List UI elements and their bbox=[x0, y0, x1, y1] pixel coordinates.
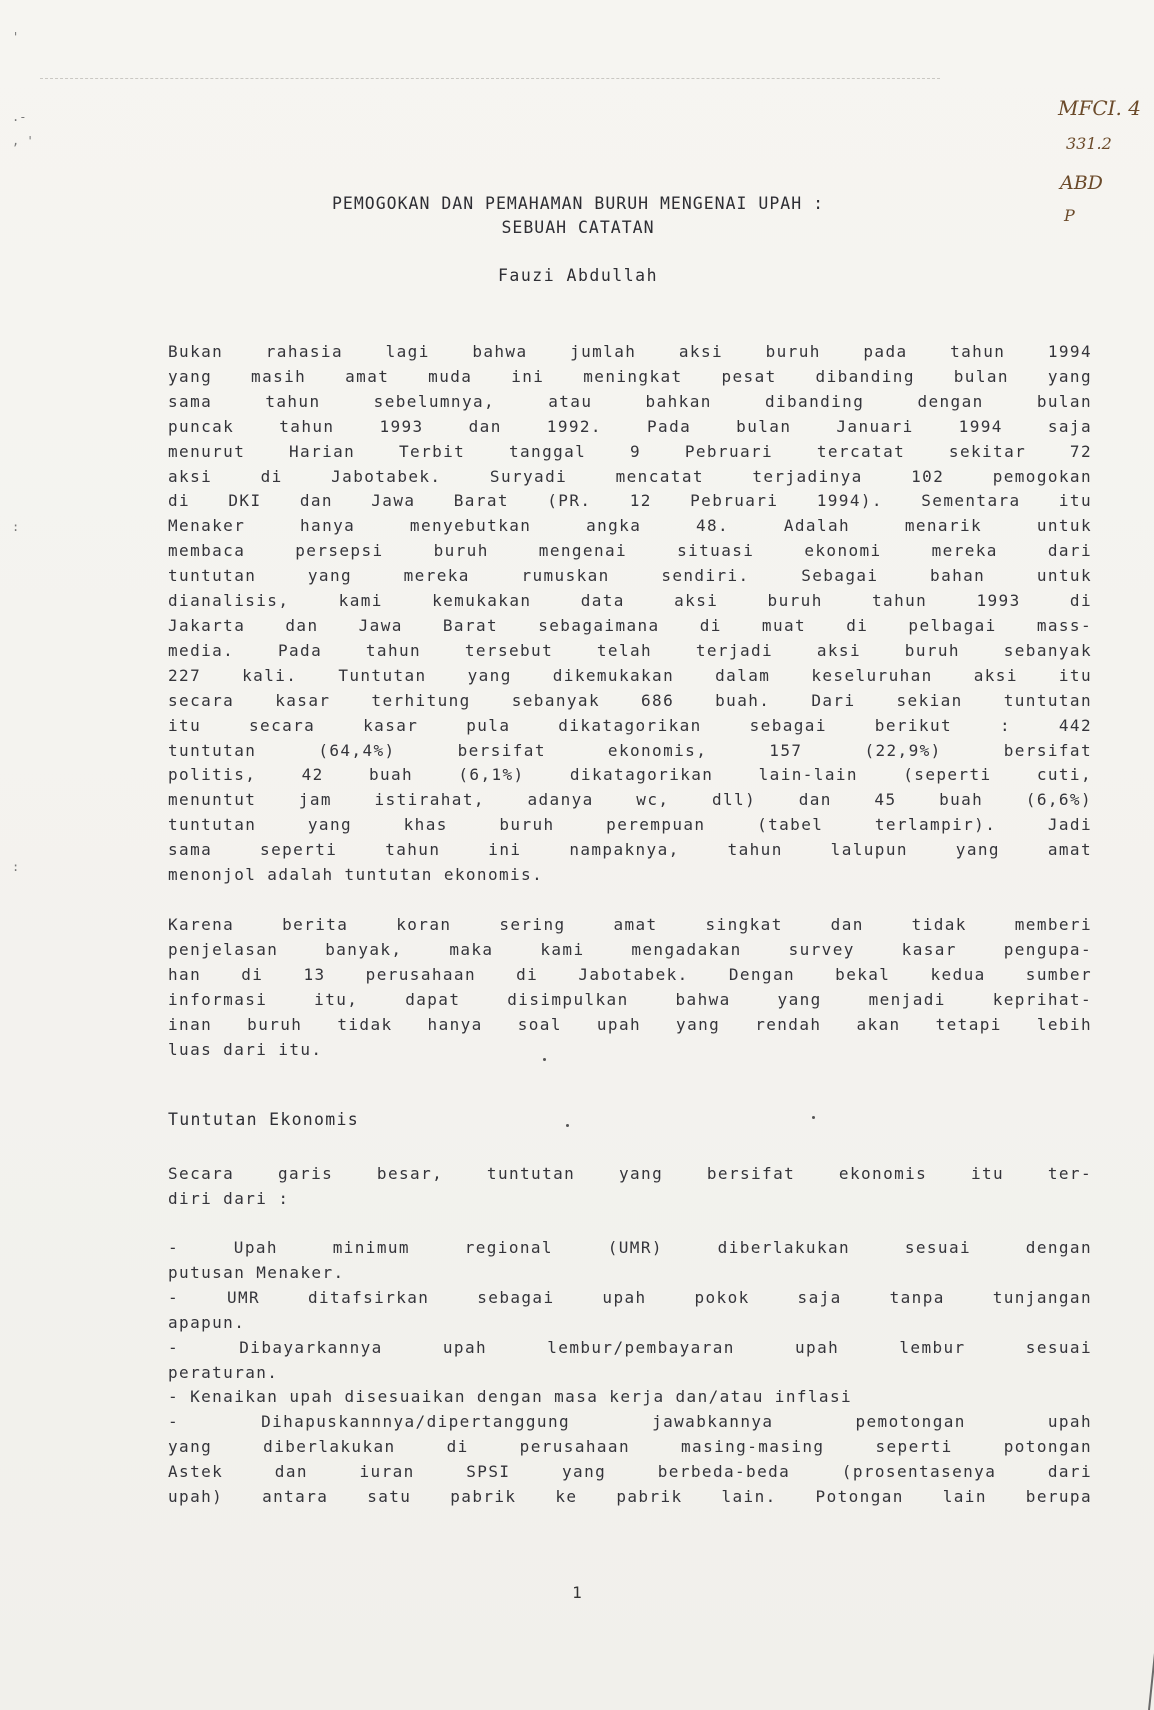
text-line: peraturan. bbox=[168, 1362, 279, 1382]
text-line: tuntutan (64,4%) bersifat ekonomis, 157 (22,9%) bersifat bbox=[168, 740, 1092, 760]
text-line: tuntutan yang khas buruh perempuan (tabel terlampir). Jadi bbox=[168, 815, 1092, 835]
text-line: - Upah minimum regional (UMR) diberlakukan sesuai dengan bbox=[168, 1238, 1092, 1257]
text-line: - Dihapuskannnya/dipertanggung jawabkannya pemotongan upah bbox=[168, 1412, 1092, 1432]
text-line: politis, 42 buah (6,1%) dikatagorikan lain-lain (seperti cuti, bbox=[168, 765, 1092, 785]
text-line: yang diberlakukan di perusahaan masing-masing seperti potongan bbox=[168, 1437, 1092, 1457]
page-number: 1 bbox=[572, 1583, 582, 1602]
text-line: sama seperti tahun ini nampaknya, tahun lalupun yang amat bbox=[168, 840, 1092, 860]
text-line: menuntut jam istirahat, adanya wc, dll) dan 45 buah (6,6%) bbox=[168, 790, 1092, 810]
handwritten-annotation: ABD bbox=[1060, 172, 1103, 194]
scan-speck bbox=[812, 1116, 815, 1119]
text-line: - Dibayarkannya upah lembur/pembayaran upah lembur sesuai bbox=[168, 1337, 1092, 1357]
text-line: - UMR ditafsirkan sebagai upah pokok saja tanpa tunjangan bbox=[168, 1287, 1092, 1307]
text-line: puncak tahun 1993 dan 1992. Pada bulan Januari 1994 saja bbox=[168, 416, 1092, 436]
title-line: SEBUAH CATATAN bbox=[501, 218, 655, 237]
scan-speck bbox=[543, 1058, 546, 1061]
text-line: putusan Menaker. bbox=[168, 1262, 345, 1282]
demands-list bbox=[168, 1236, 1092, 1510]
text-line: Karena berita koran sering amat singkat dan tidak memberi bbox=[168, 915, 1092, 934]
text-line: di DKI dan Jawa Barat (PR. 12 Pebruari 1994). Sementara itu bbox=[168, 491, 1092, 511]
text-line: diri dari : bbox=[168, 1188, 290, 1208]
scan-speck bbox=[566, 1124, 569, 1127]
text-line: menonjol adalah tuntutan ekonomis. bbox=[168, 865, 544, 885]
text-line: - Kenaikan upah disesuaikan dengan masa kerja dan/atau inflasi bbox=[168, 1387, 853, 1407]
text-line: han di 13 perusahaan di Jabotabek. Dengan bekal kedua sumber bbox=[168, 964, 1092, 984]
text-line: apapun. bbox=[168, 1312, 246, 1332]
handwritten-annotation: MFCI. 4 bbox=[1058, 96, 1141, 120]
scan-mark: , ' bbox=[12, 134, 34, 148]
paragraph-intro bbox=[168, 340, 1092, 888]
handwritten-annotation: P bbox=[1064, 206, 1075, 225]
text-line: 227 kali. Tuntutan yang dikemukakan dalam keseluruhan aksi itu bbox=[168, 665, 1092, 685]
author-name: Fauzi Abdullah bbox=[497, 266, 659, 285]
text-line: inan buruh tidak hanya soal upah yang rendah akan tetapi lebih bbox=[168, 1014, 1092, 1034]
section-heading: Tuntutan Ekonomis bbox=[168, 1110, 359, 1129]
handwritten-annotation: 331.2 bbox=[1066, 134, 1112, 153]
title-line: PEMOGOKAN DAN PEMAHAMAN BURUH MENGENAI UPAH : bbox=[331, 194, 825, 213]
scan-edge-line bbox=[1148, 1620, 1154, 1710]
text-line: penjelasan banyak, maka kami mengadakan survey kasar pengupa- bbox=[168, 939, 1092, 959]
scan-edge-rule bbox=[40, 78, 940, 79]
text-line: luas dari itu. bbox=[168, 1039, 323, 1059]
paragraph-demands-intro bbox=[168, 1162, 1092, 1212]
text-line: secara kasar terhitung sebanyak 686 buah. Dari sekian tuntutan bbox=[168, 690, 1092, 710]
text-line: menurut Harian Terbit tanggal 9 Pebruari tercatat sekitar 72 bbox=[168, 441, 1092, 461]
text-line: Secara garis besar, tuntutan yang bersifat ekonomis itu ter- bbox=[168, 1164, 1092, 1183]
text-line: aksi di Jabotabek. Suryadi mencatat terjadinya 102 pemogokan bbox=[168, 466, 1092, 486]
document-title bbox=[168, 192, 988, 240]
text-line: dianalisis, kami kemukakan data aksi buruh tahun 1993 di bbox=[168, 591, 1092, 611]
text-line: yang masih amat muda ini meningkat pesat dibanding bulan yang bbox=[168, 366, 1092, 386]
scan-mark: .- bbox=[12, 110, 27, 124]
text-line: Astek dan iuran SPSI yang berbeda-beda (prosentasenya dari bbox=[168, 1462, 1092, 1482]
text-line: membaca persepsi buruh mengenai situasi ekonomi mereka dari bbox=[168, 541, 1092, 561]
text-line: upah) antara satu pabrik ke pabrik lain. Potongan lain berupa bbox=[168, 1487, 1092, 1507]
scan-mark: ' bbox=[12, 30, 20, 44]
text-line: Bukan rahasia lagi bahwa jumlah aksi buruh pada tahun 1994 bbox=[168, 342, 1092, 361]
text-line: itu secara kasar pula dikatagorikan sebagai berikut : 442 bbox=[168, 715, 1092, 735]
text-line: sama tahun sebelumnya, atau bahkan dibanding dengan bulan bbox=[168, 391, 1092, 411]
paragraph-survey bbox=[168, 913, 1092, 1062]
text-line: Menaker hanya menyebutkan angka 48. Adalah menarik untuk bbox=[168, 516, 1092, 536]
scan-mark: : bbox=[12, 860, 20, 874]
text-line: Jakarta dan Jawa Barat sebagaimana di muat di pelbagai mass- bbox=[168, 615, 1092, 635]
text-line: media. Pada tahun tersebut telah terjadi aksi buruh sebanyak bbox=[168, 640, 1092, 660]
text-line: tuntutan yang mereka rumuskan sendiri. Sebagai bahan untuk bbox=[168, 566, 1092, 586]
text-line: informasi itu, dapat disimpulkan bahwa yang menjadi keprihat- bbox=[168, 989, 1092, 1009]
scan-mark: : bbox=[12, 520, 20, 534]
